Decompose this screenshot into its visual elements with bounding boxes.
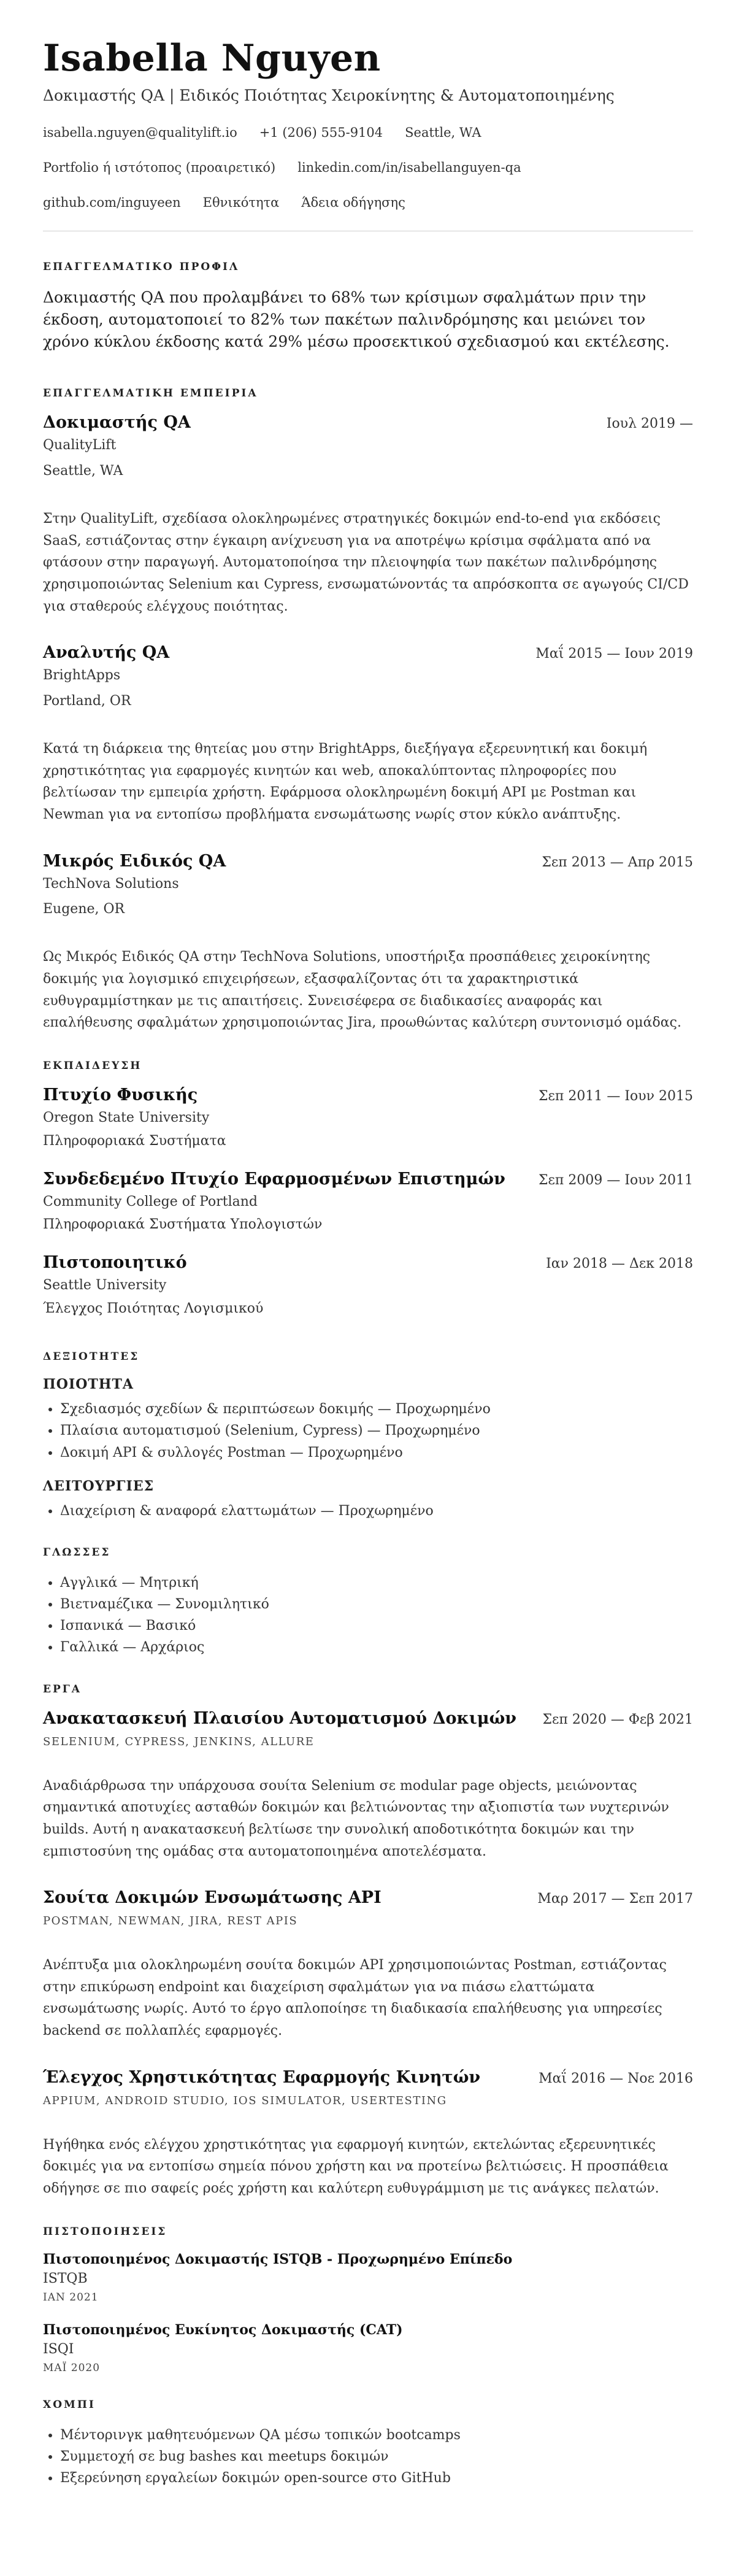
job-date: Σεπ 2013 — Απρ 2015 — [542, 854, 693, 870]
school-name: Seattle University — [43, 1278, 167, 1294]
job-title: Δοκιμαστής QA — [43, 413, 191, 433]
project-description: Ηγήθηκα ενός ελέγχου χρηστικότητας για εφαρμογή κινητών, εκτελώντας εξερευνητικές δοκιμές για να εντοπίσω σημεία πόνου χρήστη και να προτείνω βελτιώσεις. Η προσπάθεια οδήγησε σε πιο σαφείς ροές χρήστη και καλύτερη ευθυγράμμιση με τις ανάγκες πελατών. — [43, 2137, 669, 2196]
education-date: Σεπ 2011 — Ιουν 2015 — [538, 1088, 693, 1104]
project-tech: APPIUM, ANDROID STUDIO, IOS SIMULATOR, USERTESTING — [43, 2094, 447, 2107]
section-title-projects: ΕΡΓΑ — [43, 1683, 82, 1695]
certification-item — [43, 2322, 693, 2374]
project-item — [43, 1888, 693, 2042]
skill-item: • Πλαίσια αυτοματισμού (Selenium, Cypress) — Προχωρημένο — [60, 1420, 693, 1441]
skill-item: • Διαχείριση & αναφορά ελαττωμάτων — Προχωρημένο — [60, 1500, 693, 1522]
driving-license: Άδεια οδήγησης — [301, 195, 405, 210]
education-item — [43, 1170, 693, 1235]
language-list — [43, 1572, 693, 1659]
contact-row-1 — [43, 125, 693, 141]
field-of-study: Έλεγχος Ποιότητας Λογισμικού — [43, 1301, 264, 1317]
project-description: Ανέπτυξα μια ολοκληρωμένη σουίτα δοκιμών API χρησιμοποιώντας Postman, εστιάζοντας στην επικύρωση endpoint και διαχείριση σφαλμάτων για να πιάσω ελαττώματα ενσωμάτωσης νωρίς. Αυτό το έργο απλοποίησε τη διαδικασία επαλήθευσης για υπηρεσίες backend σε πολλαπλές εφαρμογές. — [43, 1957, 667, 2038]
job-description: Στην QualityLift, σχεδίασα ολοκληρωμένες στρατηγικές δοκιμών end-to-end για εκδόσεις SaaS, εστιάζοντας στην έγκαιρη ανίχνευση για να αποτρέψω κρίσιμα σφάλματα από να φτάσουν στην παραγωγή. Αυτοματοποίησα την πλειοψηφία των πακέτων παλινδρόμησης χρησιμοποιώντας Selenium και Cypress, ενσωματώνοντάς τα απρόσκοπτα σε αγωγούς CI/CD για σταθερούς ελέγχους ποιότητας. — [43, 511, 689, 614]
contact-row-2 — [43, 160, 693, 175]
school-name: Oregon State University — [43, 1109, 210, 1125]
project-date: Μαρ 2017 — Σεπ 2017 — [537, 1891, 693, 1907]
company-name: BrightApps — [43, 668, 121, 684]
education-date: Σεπ 2009 — Ιουν 2011 — [538, 1172, 693, 1188]
job-title: Αναλυτής QA — [43, 643, 170, 663]
section-title-profile: ΕΠΑΓΓΕΛΜΑΤΙΚΟ ΠΡΟΦΙΛ — [43, 260, 240, 273]
location: Seattle, WA — [405, 125, 481, 140]
certification-issuer: ISTQB — [43, 2270, 88, 2286]
job-description: Κατά τη διάρκεια της θητείας μου στην BrightApps, διεξήγαγα εξερευνητική και δοκιμή χρηστικότητας για εφαρμογές κινητών και web, αποκαλύπτοντας πληροφορίες που βελτίωσαν την εμπειρία χρήστη. Εφάρμοσα ολοκληρωμένη δοκιμή API με Postman και Newman για να εντοπίσω προβλήματα ενσωμάτωσης νωρίς στον κύκλο ανάπτυξης. — [43, 741, 648, 822]
experience-item — [43, 852, 693, 1034]
certification-date: ΙΑΝ 2021 — [43, 2291, 99, 2304]
nationality: Εθνικότητα — [202, 195, 280, 210]
github-link[interactable]: github.com/inguyeen — [43, 195, 181, 210]
job-location: Portland, OR — [43, 693, 131, 709]
certification-item — [43, 2251, 693, 2304]
project-item — [43, 2068, 693, 2200]
profile-summary: Δοκιμαστής QA που προλαμβάνει το 68% των κρίσιμων σφαλμάτων πριν την έκδοση, αυτοματοποιεί το 82% των πακέτων παλινδρόμησης και μειώνει τον χρόνο κύκλου έκδοσης κατά 29% μέσω προσεκτικού σχεδιασμού και εκτέλεσης. — [43, 288, 670, 351]
project-title: Έλεγχος Χρηστικότητας Εφαρμογής Κινητών — [43, 2067, 481, 2087]
hobby-item: • Εξερεύνηση εργαλείων δοκιμών open-source στο GitHub — [60, 2467, 693, 2489]
skill-list — [43, 1398, 693, 1463]
project-date: Σεπ 2020 — Φεβ 2021 — [542, 1711, 693, 1727]
email-link[interactable]: isabella.nguyen@qualitylift.io — [43, 125, 237, 140]
hobby-item: • Συμμετοχή σε bug bashes και meetups δοκιμών — [60, 2446, 693, 2467]
skill-item: • Σχεδιασμός σχεδίων & περιπτώσεων δοκιμής — Προχωρημένο — [60, 1398, 693, 1420]
portfolio-link[interactable]: Portfolio ή ιστότοπος (προαιρετικό) — [43, 160, 276, 175]
job-description: Ως Μικρός Ειδικός QA στην TechNova Solutions, υποστήριξα προσπάθειες χειροκίνητης δοκιμής για λογισμικό επιχειρήσεων, εξασφαλίζοντας ότι τα χαρακτηριστικά ευθυγραμμίστηκαν με τις απαιτήσεις. Συνεισέφερα σε διαδικασίες αναφοράς και επαλήθευσης σφαλμάτων χρησιμοποιώντας Jira, προωθώντας καλύτερη συντονισμό ομάδας. — [43, 949, 681, 1031]
section-title-hobbies: ΧΟΜΠΙ — [43, 2398, 96, 2411]
job-location: Seattle, WA — [43, 463, 123, 479]
degree-title: Πιστοποιητικό — [43, 1253, 187, 1273]
field-of-study: Πληροφοριακά Συστήματα — [43, 1133, 226, 1149]
phone-number[interactable]: +1 (206) 555-9104 — [259, 125, 383, 140]
project-date: Μαΐ 2016 — Νοε 2016 — [539, 2070, 693, 2086]
job-date: Ιουλ 2019 — — [606, 416, 693, 432]
hobby-list — [43, 2424, 693, 2489]
project-title: Σουίτα Δοκιμών Ενσωμάτωσης API — [43, 1888, 381, 1908]
experience-item — [43, 643, 693, 825]
section-title-languages: ΓΛΩΣΣΕΣ — [43, 1546, 111, 1559]
hobby-item: • Μέντορινγκ μαθητευόμενων QA μέσω τοπικών bootcamps — [60, 2424, 693, 2446]
language-item: • Γαλλικά — Αρχάριος — [60, 1637, 693, 1658]
skill-item: • Δοκιμή API & συλλογές Postman — Προχωρημένο — [60, 1442, 693, 1463]
project-item — [43, 1709, 693, 1863]
linkedin-link[interactable]: linkedin.com/in/isabellanguyen-qa — [297, 160, 521, 175]
certification-title: Πιστοποιημένος Ευκίνητος Δοκιμαστής (CAT) — [43, 2321, 403, 2338]
language-item: • Βιετναμέζικα — Συνομιλητικό — [60, 1594, 693, 1615]
degree-title: Συνδεδεμένο Πτυχίο Εφαρμοσμένων Επιστημών — [43, 1169, 505, 1189]
job-date: Μαΐ 2015 — Ιουν 2019 — [535, 646, 693, 662]
education-item — [43, 1253, 693, 1319]
project-description: Αναδιάρθρωσα την υπάρχουσα σουίτα Selenium σε modular page objects, μειώνοντας σημαντικά αποτυχίες ασταθών δοκιμών και βελτιώνοντας την αξιοπιστία των νυχτερινών builds. Αυτή η ανακατασκευή βελτίωσε την συνολική αποδοτικότητα δοκιμών και την εμπιστοσύνη της ομάδας στα αυτοματοποιημένα αποτελέσματα. — [43, 1778, 669, 1859]
section-title-certifications: ΠΙΣΤΟΠΟΙΗΣΕΙΣ — [43, 2225, 167, 2238]
project-title: Ανακατασκευή Πλαισίου Αυτοματισμού Δοκιμών — [43, 1708, 517, 1728]
education-item — [43, 1086, 693, 1151]
skill-list — [43, 1500, 693, 1522]
skill-group-title: ΛΕΙΤΟΥΡΓΙΕΣ — [43, 1478, 155, 1494]
headline: Δοκιμαστής QA | Ειδικός Ποιότητας Χειροκίνητης & Αυτοματοποιημένης — [43, 87, 615, 104]
field-of-study: Πληροφοριακά Συστήματα Υπολογιστών — [43, 1217, 323, 1233]
certification-issuer: ISQI — [43, 2341, 74, 2357]
language-item: • Αγγλικά — Μητρική — [60, 1572, 693, 1594]
certification-date: ΜΑΪ 2020 — [43, 2361, 101, 2374]
project-tech: SELENIUM, CYPRESS, JENKINS, ALLURE — [43, 1735, 315, 1748]
job-location: Eugene, OR — [43, 901, 125, 917]
company-name: QualityLift — [43, 438, 117, 453]
school-name: Community College of Portland — [43, 1194, 258, 1209]
education-date: Ιαν 2018 — Δεκ 2018 — [546, 1256, 693, 1272]
skill-group-title: ΠΟΙΟΤΗΤΑ — [43, 1376, 134, 1393]
degree-title: Πτυχίο Φυσικής — [43, 1085, 198, 1105]
section-title-skills: ΔΕΞΙΟΤΗΤΕΣ — [43, 1351, 140, 1363]
contact-row-3 — [43, 195, 693, 210]
section-title-education: ΕΚΠΑΙΔΕΥΣΗ — [43, 1059, 142, 1072]
certification-title: Πιστοποιημένος Δοκιμαστής ISTQB - Προχωρημένο Επίπεδο — [43, 2251, 513, 2267]
company-name: TechNova Solutions — [43, 876, 179, 892]
job-title: Μικρός Ειδικός QA — [43, 851, 226, 871]
language-item: • Ισπανικά — Βασικό — [60, 1615, 693, 1637]
candidate-name: Isabella Nguyen — [43, 37, 381, 80]
project-tech: POSTMAN, NEWMAN, JIRA, REST APIS — [43, 1915, 298, 1928]
experience-item — [43, 413, 693, 617]
section-title-experience: ΕΠΑΓΓΕΛΜΑΤΙΚΗ ΕΜΠΕΙΡΙΑ — [43, 387, 258, 400]
